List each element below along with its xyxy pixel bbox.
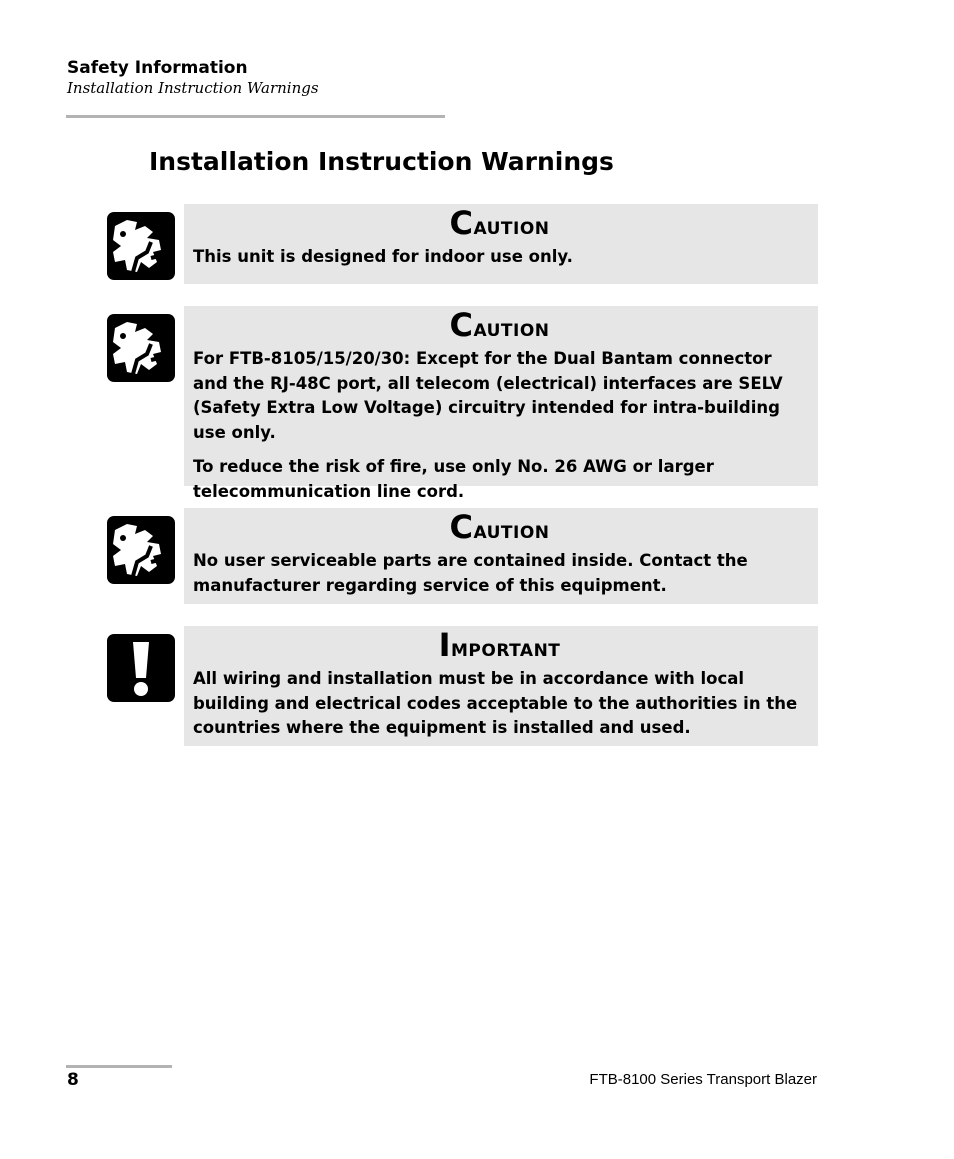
subsection-title: Installation Instruction Warnings: [67, 79, 319, 97]
page-number: 8: [67, 1070, 79, 1090]
exclamation-icon: [107, 634, 175, 702]
caution-box-2: [184, 306, 818, 501]
footer-divider: [66, 1065, 172, 1068]
footer-product-title: FTB-8100 Series Transport Blazer: [589, 1071, 817, 1088]
notice-text: To reduce the risk of fire, use only No. 26 AWG or larger telecommunication line cord.: [193, 457, 714, 501]
page-title: Installation Instruction Warnings: [149, 147, 614, 176]
notice-text: This unit is designed for indoor use only.: [193, 247, 573, 266]
notice-title: Caution: [449, 306, 550, 344]
running-header: [67, 58, 319, 98]
caution-box-1: [184, 204, 818, 284]
caution-hand-icon: [107, 314, 175, 382]
important-box: [184, 626, 818, 746]
notice-title: Caution: [449, 204, 550, 242]
notice-title: Important: [438, 626, 561, 664]
caution-hand-icon: [107, 212, 175, 280]
caution-hand-icon: [107, 516, 175, 584]
notice-text: All wiring and installation must be in accordance with local building and electrical codes acceptable to the authorities in the countries where the equipment is installed and used.: [193, 669, 798, 737]
notice-title: Caution: [449, 508, 550, 546]
section-title: Safety Information: [67, 58, 248, 78]
notice-text: For FTB-8105/15/20/30: Except for the Dual Bantam connector and the RJ-48C port, all telecom (electrical) interfaces are SELV (Safety Extra Low Voltage) circuitry intended for intra-building use only.: [193, 349, 783, 442]
header-divider: [66, 115, 445, 118]
caution-box-3: [184, 508, 818, 604]
notice-text: No user serviceable parts are contained inside. Contact the manufacturer regarding service of this equipment.: [193, 551, 748, 595]
